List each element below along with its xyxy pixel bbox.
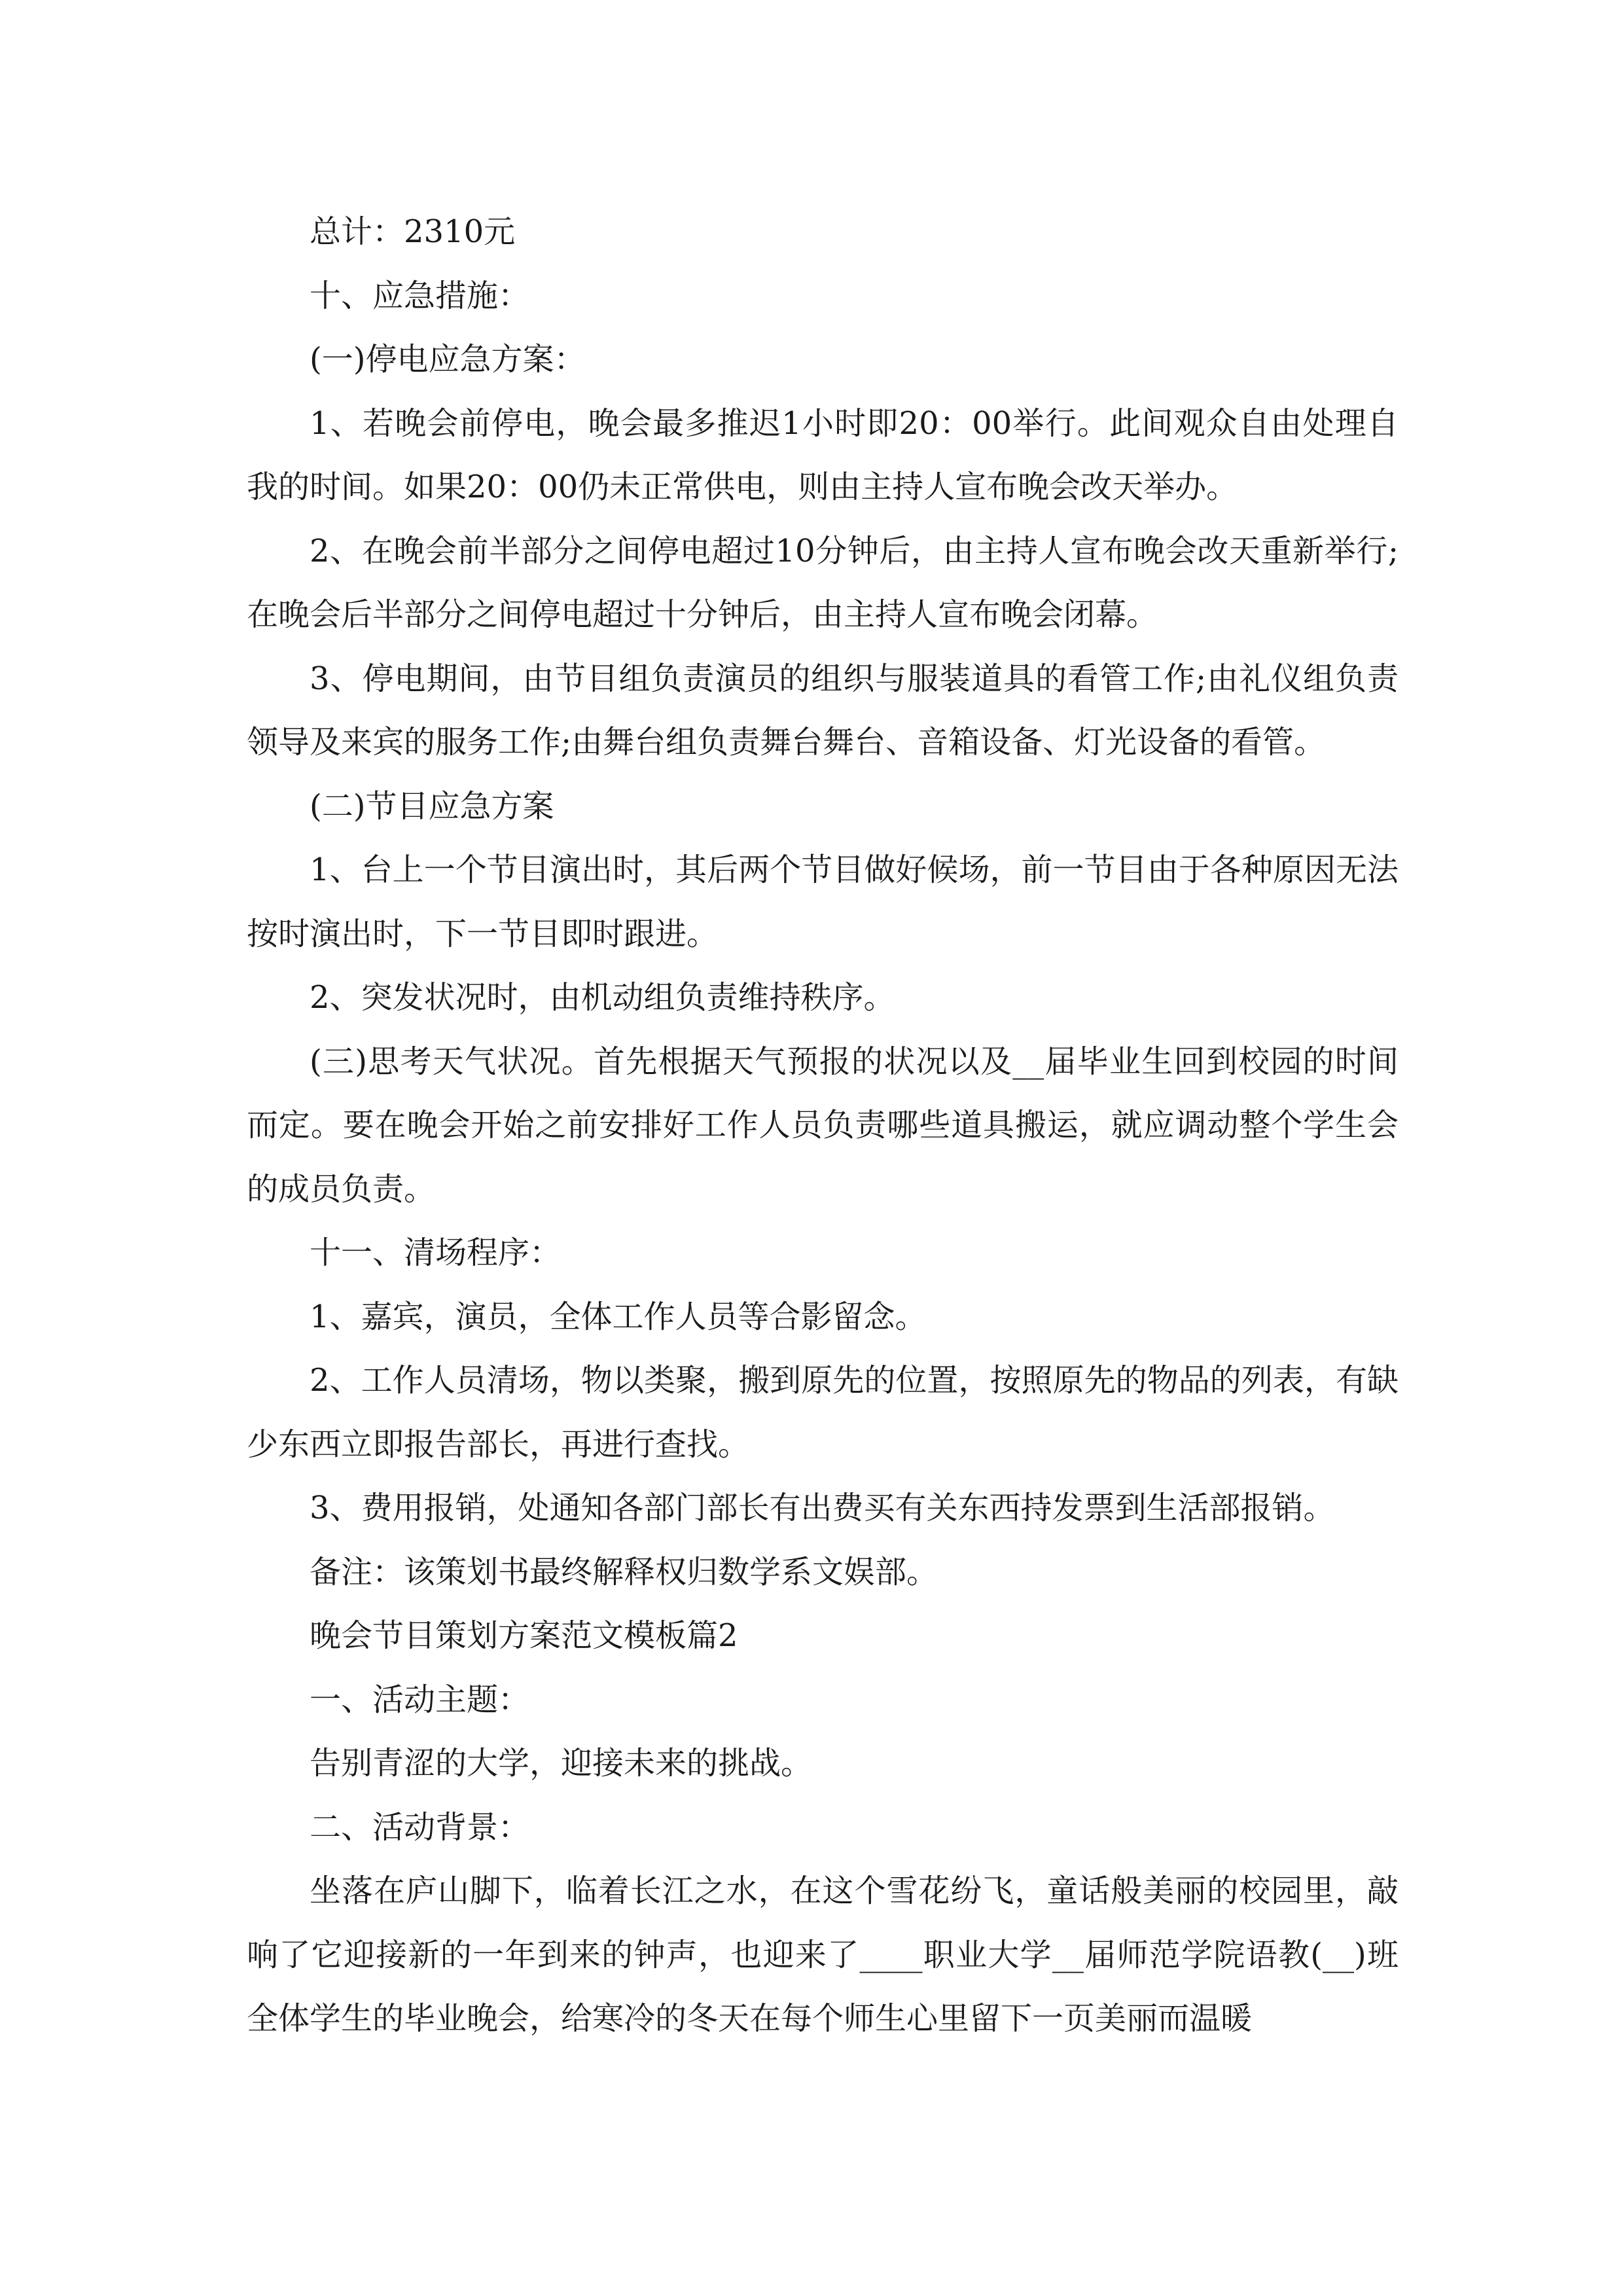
paragraph: 3、费用报销，处通知各部门部长有出费买有关东西持发票到生活部报销。 <box>310 1490 1335 1526</box>
paragraph: 2、突发状况时，由机动组负责维持秩序。 <box>310 979 895 1016</box>
paragraph: 3、停电期间，由节目组负责演员的组织与服装道具的看管工作;由礼仪组负责领导及来宾的服务工作;由舞台组负责舞台舞台、音箱设备、灯光设备的看管。 <box>247 660 1399 761</box>
paragraph: 2、工作人员清场，物以类聚，搬到原先的位置，按照原先的物品的列表，有缺少东西立即报告部长，再进行查找。 <box>247 1362 1399 1463</box>
total-line: 总计：2310元 <box>310 213 516 250</box>
section-heading-cleanup: 十一、清场程序： <box>310 1234 562 1271</box>
section-heading-background: 二、活动背景： <box>310 1808 530 1846</box>
paragraph: 1、若晚会前停电，晚会最多推迟1小时即20：00举行。此间观众自由处理自我的时间。如果20：00仍未正常供电，则由主持人宣布晚会改天举办。 <box>247 404 1399 505</box>
paragraph: 1、嘉宾，演员，全体工作人员等合影留念。 <box>310 1298 927 1335</box>
paragraph: 2、在晚会前半部分之间停电超过10分钟后，由主持人宣布晚会改天重新举行;在晚会后半部分之间停电超过十分钟后，由主持人宣布晚会闭幕。 <box>247 532 1399 633</box>
paragraph: 1、台上一个节目演出时，其后两个节目做好候场，前一节目由于各种原因无法按时演出时，下一节目即时跟进。 <box>247 852 1399 952</box>
paragraph: 告别青涩的大学，迎接未来的挑战。 <box>310 1745 813 1782</box>
note-line: 备注：该策划书最终解释权归数学系文娱部。 <box>310 1553 938 1590</box>
document-body <box>247 200 1399 2051</box>
section-heading-emergency: 十、应急措施： <box>310 277 530 314</box>
subsection-heading-program: (二)节目应急方案 <box>310 787 554 825</box>
paragraph: 坐落在庐山脚下，临着长江之水，在这个雪花纷飞，童话般美丽的校园里，敲响了它迎接新的一年到来的钟声，也迎来了____职业大学__届师范学院语教(__)班全体学生的毕业晚会，给寒冷的冬天在每个师生心里留下一页美丽而温暖 <box>247 1873 1399 2037</box>
section-heading-theme: 一、活动主题： <box>310 1681 530 1718</box>
paragraph: (三)思考天气状况。首先根据天气预报的状况以及__届毕业生回到校园的时间而定。要在晚会开始之前安排好工作人员负责哪些道具搬运，就应调动整个学生会的成员负责。 <box>247 1043 1399 1208</box>
subsection-heading-power-outage: (一)停电应急方案： <box>310 341 586 378</box>
article-title: 晚会节目策划方案范文模板篇2 <box>310 1617 738 1654</box>
